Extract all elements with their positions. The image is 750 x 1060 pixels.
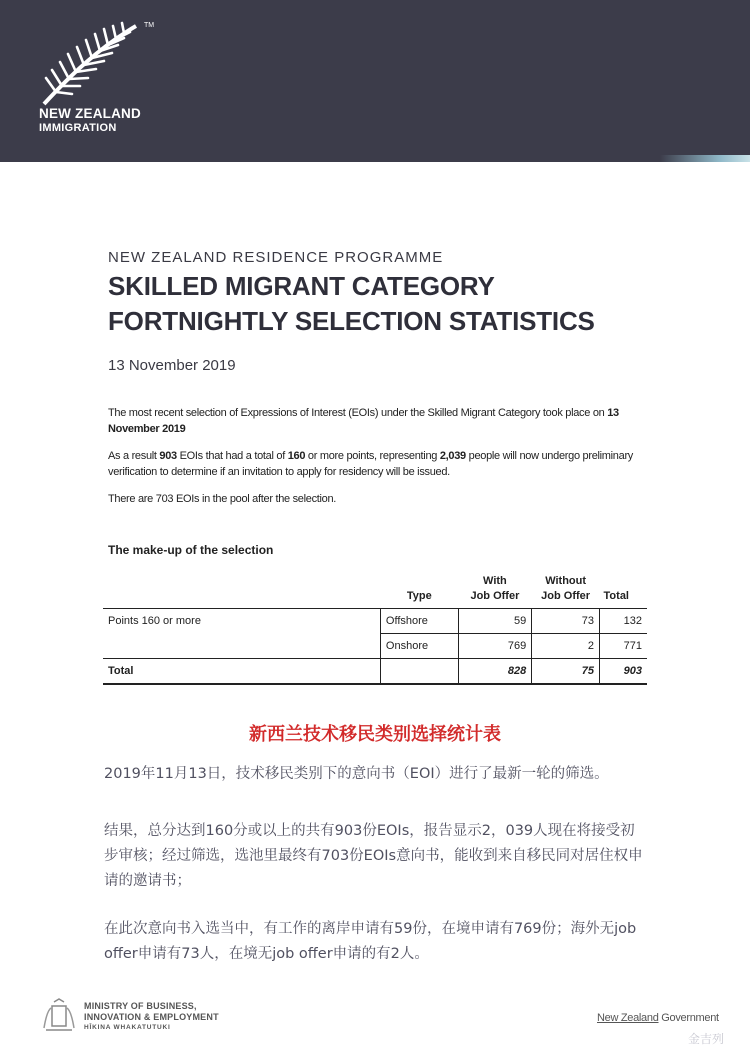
header-with-job-offer: With Job Offer (458, 570, 532, 609)
coat-of-arms-icon (40, 998, 78, 1034)
chinese-paragraph-2: 结果，总分达到160分或以上的共有903份EOIs，报告显示2，039人现在将接受初步审核；经过筛选，选池里最终有703份EOIs意向书，能收到来自移民同对居住权申请的邀请书； (104, 823, 643, 889)
header-accent-strip (0, 155, 750, 162)
page-title-line2: FORTNIGHTLY SELECTION STATISTICS (108, 306, 595, 336)
selection-table (103, 570, 647, 685)
brand-name-line1: NEW ZEALAND (39, 106, 141, 121)
programme-heading: NEW ZEALAND RESIDENCE PROGRAMME (108, 249, 444, 266)
nz-government-logo: New Zealand Government (597, 1012, 719, 1024)
total-total: 903 (600, 659, 647, 685)
chinese-title: 新西兰技术移民类别选择统计表 (249, 724, 501, 745)
trademark-mark: TM (144, 22, 155, 29)
page-title-line1: SKILLED MIGRANT CATEGORY (108, 271, 495, 301)
total-type-blank (380, 659, 458, 685)
table-title: The make-up of the selection (108, 543, 274, 557)
silver-fern-logo-icon (38, 18, 148, 108)
brand-name-line2: IMMIGRATION (39, 122, 117, 134)
intro-paragraph: The most recent selection of Expressions of Interest (EOIs) under the Skilled Migrant Category took place on 13 November 2019 (108, 407, 619, 435)
total-label: Total (103, 659, 380, 685)
header-total: Total (600, 570, 647, 609)
pool-paragraph: There are 703 EOIs in the pool after the selection. (108, 493, 337, 505)
row-with: 769 (458, 634, 532, 659)
chinese-paragraph-3: 在此次意向书入选当中，有工作的离岸申请有59份，在境申请有769份；海外无job offer申请有73人，在境无job offer申请的有2人。 (104, 921, 637, 962)
total-with: 828 (458, 659, 532, 685)
group-label: Points 160 or more (103, 609, 380, 659)
row-without: 2 (532, 634, 600, 659)
watermark: 金吉列 (688, 1032, 725, 1046)
row-total: 132 (600, 609, 647, 634)
header-blank (103, 570, 380, 609)
row-total: 771 (600, 634, 647, 659)
ministry-name-line2: INNOVATION & EMPLOYMENT (84, 1012, 219, 1022)
ministry-name-line3: HĪKINA WHAKATUTUKI (84, 1024, 171, 1031)
ministry-name-line1: MINISTRY OF BUSINESS, (84, 1001, 197, 1011)
report-date: 13 November 2019 (108, 357, 236, 374)
chinese-paragraph-1: 2019年11月13日，技术移民类别下的意向书（EOI）进行了最新一轮的筛选。 (104, 766, 609, 782)
row-type: Onshore (380, 634, 458, 659)
total-row (103, 659, 647, 685)
row-with: 59 (458, 609, 532, 634)
row-type: Offshore (380, 609, 458, 634)
header-without-job-offer: Without Job Offer (532, 570, 600, 609)
result-paragraph: As a result 903 EOIs that had a total of 160 or more points, representing 2,039 people will now undergo preliminary verification to determine if an invitation to apply for residency will be issued. (108, 450, 634, 478)
table-row (103, 609, 647, 634)
row-without: 73 (532, 609, 600, 634)
total-without: 75 (532, 659, 600, 685)
header-type: Type (380, 570, 458, 609)
